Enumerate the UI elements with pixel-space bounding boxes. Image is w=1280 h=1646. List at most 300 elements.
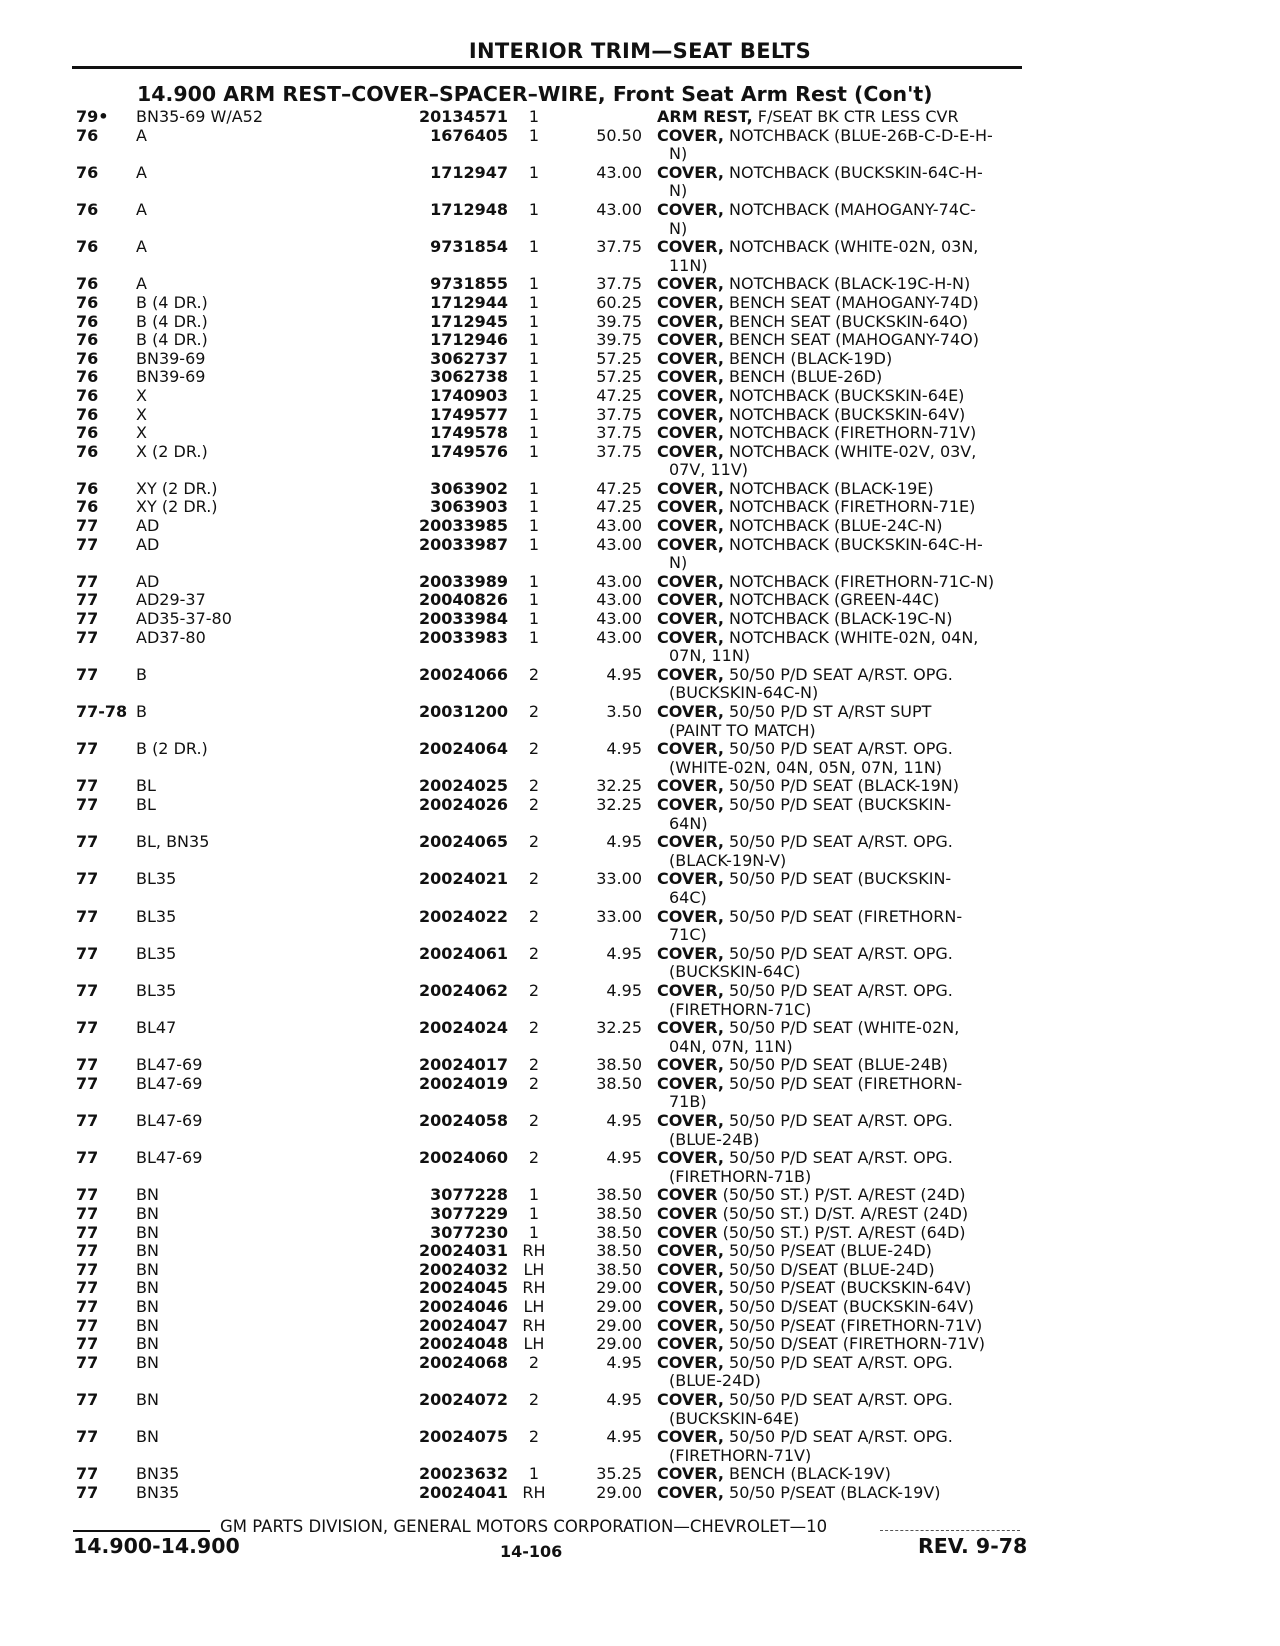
table-row xyxy=(0,164,1280,183)
ref-number: 77 xyxy=(76,1205,99,1224)
row-margin xyxy=(0,275,76,294)
part-number: 1712946 xyxy=(430,331,508,350)
row-blank xyxy=(76,1168,136,1187)
row-margin xyxy=(0,908,76,927)
price: 47.25 xyxy=(596,479,642,498)
part-number: 20031200 xyxy=(418,703,508,721)
ref-number: 76 xyxy=(76,368,99,387)
description xyxy=(657,164,1018,183)
quantity: 1 xyxy=(528,479,540,498)
row-end xyxy=(1018,164,1280,183)
row-gap xyxy=(642,1261,657,1280)
row-end xyxy=(1018,647,1280,666)
description-head: COVER, xyxy=(657,610,724,629)
row-blank xyxy=(136,182,410,201)
table-row xyxy=(0,703,1280,722)
row-blank xyxy=(410,1168,508,1187)
part-number: 20024045 xyxy=(418,1279,508,1298)
description xyxy=(657,1391,1018,1410)
ref-number: 76 xyxy=(76,479,99,498)
part-number: 20024022 xyxy=(418,907,508,926)
part-number: 1749578 xyxy=(430,424,508,443)
application: BL xyxy=(136,777,156,796)
row-blank xyxy=(560,1001,642,1020)
description-head: COVER, xyxy=(657,1112,724,1131)
row-blank xyxy=(560,554,642,573)
description-head: COVER, xyxy=(657,479,724,498)
ref-number: 77 xyxy=(76,1316,99,1335)
description xyxy=(657,1279,1018,1298)
price: 37.75 xyxy=(596,275,642,294)
row-end xyxy=(1018,331,1280,350)
row-blank xyxy=(0,815,76,834)
part-number: 20033985 xyxy=(418,517,508,536)
quantity: 2 xyxy=(528,907,540,926)
description xyxy=(657,740,1018,759)
table-row xyxy=(0,573,1280,592)
row-gap xyxy=(642,517,657,536)
row-gap xyxy=(642,443,657,462)
part-number: 3063903 xyxy=(430,498,508,517)
row-blank xyxy=(0,1131,76,1150)
description-head: COVER, xyxy=(657,1483,724,1502)
row-margin xyxy=(0,108,76,127)
header-rule xyxy=(72,66,1022,69)
description-text: NOTCHBACK (FIRETHORN-71V) xyxy=(723,424,977,443)
description xyxy=(657,294,1018,313)
row-blank xyxy=(0,1447,76,1466)
description xyxy=(657,573,1018,592)
row-blank xyxy=(76,257,136,276)
ref-number: 77 xyxy=(76,870,99,889)
application: A xyxy=(136,238,147,257)
row-blank xyxy=(560,722,642,741)
description-head: COVER, xyxy=(657,1260,724,1279)
row-blank xyxy=(560,1038,642,1057)
row-end xyxy=(1018,294,1280,313)
quantity: 1 xyxy=(528,331,540,350)
row-blank xyxy=(508,1372,560,1391)
description-head: COVER, xyxy=(657,1316,724,1335)
description-continuation xyxy=(657,461,1018,480)
row-blank xyxy=(508,926,560,945)
row-margin xyxy=(0,443,76,462)
row-blank xyxy=(410,759,508,778)
application: AD29-37 xyxy=(136,591,206,610)
table-row-continuation xyxy=(0,722,1280,741)
row-blank xyxy=(0,889,76,908)
application: B (2 DR.) xyxy=(136,740,208,759)
table-row xyxy=(0,1075,1280,1094)
application: BN xyxy=(136,1353,159,1372)
ref-number: 77 xyxy=(76,833,99,852)
row-end xyxy=(1018,963,1280,982)
row-margin xyxy=(0,498,76,517)
table-row xyxy=(0,536,1280,555)
table-row-continuation xyxy=(0,1447,1280,1466)
description-continuation-text: N) xyxy=(669,219,688,238)
row-end xyxy=(1018,554,1280,573)
row-gap xyxy=(642,238,657,257)
application: BN xyxy=(136,1260,159,1279)
price: 57.25 xyxy=(596,368,642,387)
description-continuation-text: 07V, 11V) xyxy=(669,461,749,480)
application: X (2 DR.) xyxy=(136,442,208,461)
row-gap xyxy=(642,1335,657,1354)
description xyxy=(657,982,1018,1001)
row-blank xyxy=(508,1001,560,1020)
ref-number: 76 xyxy=(76,126,99,145)
quantity: 2 xyxy=(528,1019,540,1038)
description-head: COVER, xyxy=(657,944,724,963)
description-text: NOTCHBACK (FIRETHORN-71E) xyxy=(723,498,976,517)
quantity: 1 xyxy=(528,238,540,257)
row-blank xyxy=(560,963,642,982)
price: 43.00 xyxy=(596,610,642,629)
table-row xyxy=(0,275,1280,294)
description xyxy=(657,591,1018,610)
description-continuation-text: 04N, 07N, 11N) xyxy=(669,1037,793,1056)
row-blank xyxy=(0,1372,76,1391)
row-gap xyxy=(642,833,657,852)
part-number: 1676405 xyxy=(430,126,508,145)
description-text: 50/50 P/SEAT (BLUE-24D) xyxy=(723,1242,932,1261)
description-head: COVER, xyxy=(657,795,724,814)
part-number: 20024075 xyxy=(418,1428,508,1447)
row-blank xyxy=(0,182,76,201)
application: AD35-37-80 xyxy=(136,610,232,629)
quantity: 1 xyxy=(528,275,540,294)
row-gap xyxy=(642,982,657,1001)
row-margin xyxy=(0,1465,76,1484)
description-head: COVER, xyxy=(657,200,724,219)
row-end xyxy=(1018,1317,1280,1336)
application: BL47 xyxy=(136,1019,177,1038)
description-continuation xyxy=(657,889,1018,908)
description-head: COVER, xyxy=(657,572,724,591)
row-gap xyxy=(642,331,657,350)
description-text: 50/50 P/D SEAT (BUCKSKIN- xyxy=(723,870,952,889)
table-row xyxy=(0,1354,1280,1373)
price: 29.00 xyxy=(596,1298,642,1316)
application: BL35 xyxy=(136,870,177,889)
row-end xyxy=(1018,1298,1280,1317)
row-blank xyxy=(410,257,508,276)
application: BL47-69 xyxy=(136,1149,203,1168)
price: 37.75 xyxy=(596,424,642,443)
row-end xyxy=(1018,1093,1280,1112)
description-continuation xyxy=(657,684,1018,703)
table-row-continuation xyxy=(0,257,1280,276)
row-gap xyxy=(642,1317,657,1336)
row-blank xyxy=(410,1131,508,1150)
description-head: COVER, xyxy=(657,907,724,926)
description-text: 50/50 P/D SEAT A/RST. OPG. xyxy=(723,1428,953,1447)
ref-number: 77 xyxy=(76,1298,99,1316)
row-blank xyxy=(642,759,657,778)
table-row xyxy=(0,350,1280,369)
ref-number: 76 xyxy=(76,238,99,257)
description-continuation xyxy=(657,963,1018,982)
row-end xyxy=(1018,257,1280,276)
row-blank xyxy=(508,1093,560,1112)
description-head: COVER, xyxy=(657,833,724,852)
application: BN xyxy=(136,1242,159,1261)
table-row xyxy=(0,1205,1280,1224)
row-margin xyxy=(0,313,76,332)
row-gap xyxy=(642,1056,657,1075)
description xyxy=(657,275,1018,294)
price: 37.75 xyxy=(596,238,642,257)
row-margin xyxy=(0,796,76,815)
table-row xyxy=(0,610,1280,629)
row-blank xyxy=(76,815,136,834)
table-row xyxy=(0,331,1280,350)
application: A xyxy=(136,163,147,182)
description-head: ARM REST, xyxy=(657,108,753,126)
row-blank xyxy=(136,220,410,239)
price: 32.25 xyxy=(596,1019,642,1038)
row-gap xyxy=(642,777,657,796)
row-blank xyxy=(642,1038,657,1057)
quantity: 2 xyxy=(528,665,540,684)
row-margin xyxy=(0,1112,76,1131)
row-blank xyxy=(508,1168,560,1187)
price: 29.00 xyxy=(596,1279,642,1298)
description-head: COVER, xyxy=(657,870,724,889)
part-number: 20024065 xyxy=(418,833,508,852)
row-margin xyxy=(0,1391,76,1410)
description-head: COVER, xyxy=(657,368,724,387)
row-gap xyxy=(642,350,657,369)
ref-number: 77 xyxy=(76,665,99,684)
description-text: BENCH SEAT (MAHOGANY-74D) xyxy=(723,293,979,312)
quantity: 2 xyxy=(528,870,540,889)
row-end xyxy=(1018,498,1280,517)
part-number: 20024041 xyxy=(418,1483,508,1502)
description-head: COVER, xyxy=(657,405,724,424)
table-row xyxy=(0,945,1280,964)
row-gap xyxy=(642,1242,657,1261)
description-continuation xyxy=(657,1410,1018,1429)
description-text: 50/50 P/D SEAT (WHITE-02N, xyxy=(723,1019,960,1038)
row-end xyxy=(1018,926,1280,945)
ref-number: 77 xyxy=(76,1112,99,1131)
table-row xyxy=(0,1484,1280,1503)
table-row xyxy=(0,629,1280,648)
description xyxy=(657,387,1018,406)
row-blank xyxy=(0,722,76,741)
description-text: 50/50 P/D SEAT A/RST. OPG. xyxy=(723,740,953,759)
row-margin xyxy=(0,982,76,1001)
description-head: COVER, xyxy=(657,1019,724,1038)
row-blank xyxy=(508,889,560,908)
row-blank xyxy=(0,647,76,666)
table-row xyxy=(0,908,1280,927)
application: BN xyxy=(136,1335,159,1354)
ref-number: 77 xyxy=(76,628,99,647)
application: XY (2 DR.) xyxy=(136,479,218,498)
row-margin xyxy=(0,480,76,499)
table-row xyxy=(0,1335,1280,1354)
row-end xyxy=(1018,889,1280,908)
row-gap xyxy=(642,629,657,648)
quantity: RH xyxy=(522,1242,546,1261)
description-head: COVER, xyxy=(657,1074,724,1093)
description-head: COVER, xyxy=(657,238,724,257)
row-blank xyxy=(642,1001,657,1020)
quantity: 1 xyxy=(528,349,540,368)
part-number: 20024031 xyxy=(418,1242,508,1261)
table-row xyxy=(0,294,1280,313)
application: BL35 xyxy=(136,944,177,963)
description-text: BENCH SEAT (MAHOGANY-74O) xyxy=(723,331,979,350)
row-end xyxy=(1018,238,1280,257)
table-row xyxy=(0,1261,1280,1280)
row-blank xyxy=(136,889,410,908)
row-gap xyxy=(642,108,657,127)
row-end xyxy=(1018,1465,1280,1484)
part-number: 20024064 xyxy=(418,740,508,759)
description-text: 50/50 P/D SEAT (FIRETHORN- xyxy=(723,907,963,926)
description xyxy=(657,406,1018,425)
row-blank xyxy=(76,1001,136,1020)
part-number: 20024048 xyxy=(418,1335,508,1354)
description xyxy=(657,1465,1018,1484)
description-head: COVER, xyxy=(657,312,724,331)
ref-number: 77 xyxy=(76,907,99,926)
description xyxy=(657,1112,1018,1131)
row-blank xyxy=(508,1038,560,1057)
row-blank xyxy=(76,461,136,480)
part-number: 20033989 xyxy=(418,572,508,591)
row-blank xyxy=(76,684,136,703)
description-text: NOTCHBACK (BUCKSKIN-64E) xyxy=(723,386,965,405)
row-blank xyxy=(136,1038,410,1057)
row-end xyxy=(1018,201,1280,220)
table-row xyxy=(0,1149,1280,1168)
table-row-continuation xyxy=(0,759,1280,778)
row-end xyxy=(1018,1372,1280,1391)
row-gap xyxy=(642,201,657,220)
row-end xyxy=(1018,759,1280,778)
description-head: COVER, xyxy=(657,1298,724,1316)
row-blank xyxy=(0,220,76,239)
row-blank xyxy=(560,1447,642,1466)
application: BN xyxy=(136,1279,159,1298)
description xyxy=(657,1428,1018,1447)
part-number: 20023632 xyxy=(418,1465,508,1484)
row-blank xyxy=(76,1372,136,1391)
description-text: 50/50 P/D SEAT (FIRETHORN- xyxy=(723,1074,963,1093)
part-number: 1712944 xyxy=(430,293,508,312)
row-margin xyxy=(0,1186,76,1205)
ref-number: 76 xyxy=(76,331,99,350)
row-end xyxy=(1018,1224,1280,1243)
row-blank xyxy=(560,815,642,834)
footer-revision: REV. 9-78 xyxy=(918,1534,1028,1558)
row-margin xyxy=(0,945,76,964)
description-text: NOTCHBACK (BLUE-26B-C-D-E-H- xyxy=(723,126,993,145)
description-text: NOTCHBACK (BUCKSKIN-64C-H- xyxy=(723,535,983,554)
description-head: COVER, xyxy=(657,331,724,350)
description-text: NOTCHBACK (WHITE-02V, 03V, xyxy=(723,442,977,461)
description xyxy=(657,629,1018,648)
row-blank xyxy=(642,461,657,480)
row-end xyxy=(1018,108,1280,127)
ref-number: 77 xyxy=(76,1186,99,1205)
application: AD37-80 xyxy=(136,628,206,647)
part-number: 1712948 xyxy=(430,200,508,219)
row-blank xyxy=(76,145,136,164)
row-blank xyxy=(508,852,560,871)
ref-number: 76 xyxy=(76,312,99,331)
quantity: 2 xyxy=(528,1112,540,1131)
row-margin xyxy=(0,1056,76,1075)
application: X xyxy=(136,405,147,424)
description xyxy=(657,833,1018,852)
row-end xyxy=(1018,517,1280,536)
row-blank xyxy=(136,722,410,741)
table-row-continuation xyxy=(0,1038,1280,1057)
table-row xyxy=(0,1056,1280,1075)
description-continuation-text: (FIRETHORN-71B) xyxy=(669,1167,812,1186)
row-gap xyxy=(642,1279,657,1298)
part-number: 20040826 xyxy=(418,591,508,610)
price: 4.95 xyxy=(606,981,642,1000)
parts-body xyxy=(0,108,1280,1503)
description-continuation xyxy=(657,554,1018,573)
price: 33.00 xyxy=(596,870,642,889)
row-blank xyxy=(508,1410,560,1429)
row-blank xyxy=(642,220,657,239)
row-blank xyxy=(508,145,560,164)
row-blank xyxy=(76,220,136,239)
row-gap xyxy=(642,536,657,555)
table-row-continuation xyxy=(0,1093,1280,1112)
table-row xyxy=(0,480,1280,499)
row-end xyxy=(1018,629,1280,648)
price: 60.25 xyxy=(596,293,642,312)
row-gap xyxy=(642,908,657,927)
quantity: 1 xyxy=(528,535,540,554)
table-row xyxy=(0,1279,1280,1298)
description-continuation xyxy=(657,1038,1018,1057)
row-end xyxy=(1018,1447,1280,1466)
description-text: 50/50 P/D SEAT A/RST. OPG. xyxy=(723,1112,953,1131)
description xyxy=(657,1484,1018,1503)
part-number: 3062737 xyxy=(430,349,508,368)
row-blank xyxy=(642,1372,657,1391)
row-blank xyxy=(410,684,508,703)
row-blank xyxy=(76,1410,136,1429)
table-row xyxy=(0,443,1280,462)
row-end xyxy=(1018,591,1280,610)
row-margin xyxy=(0,1428,76,1447)
description-head: COVER, xyxy=(657,740,724,759)
footer-rule-right xyxy=(880,1530,1020,1531)
description-continuation-text: (BUCKSKIN-64C) xyxy=(669,963,801,982)
part-number: 20024017 xyxy=(418,1056,508,1075)
row-blank xyxy=(136,1447,410,1466)
parts-table xyxy=(0,108,1280,1503)
row-end xyxy=(1018,833,1280,852)
row-blank xyxy=(0,926,76,945)
description-text: 50/50 P/D SEAT A/RST. OPG. xyxy=(723,1353,953,1372)
row-margin xyxy=(0,350,76,369)
row-end xyxy=(1018,127,1280,146)
description-continuation xyxy=(657,182,1018,201)
